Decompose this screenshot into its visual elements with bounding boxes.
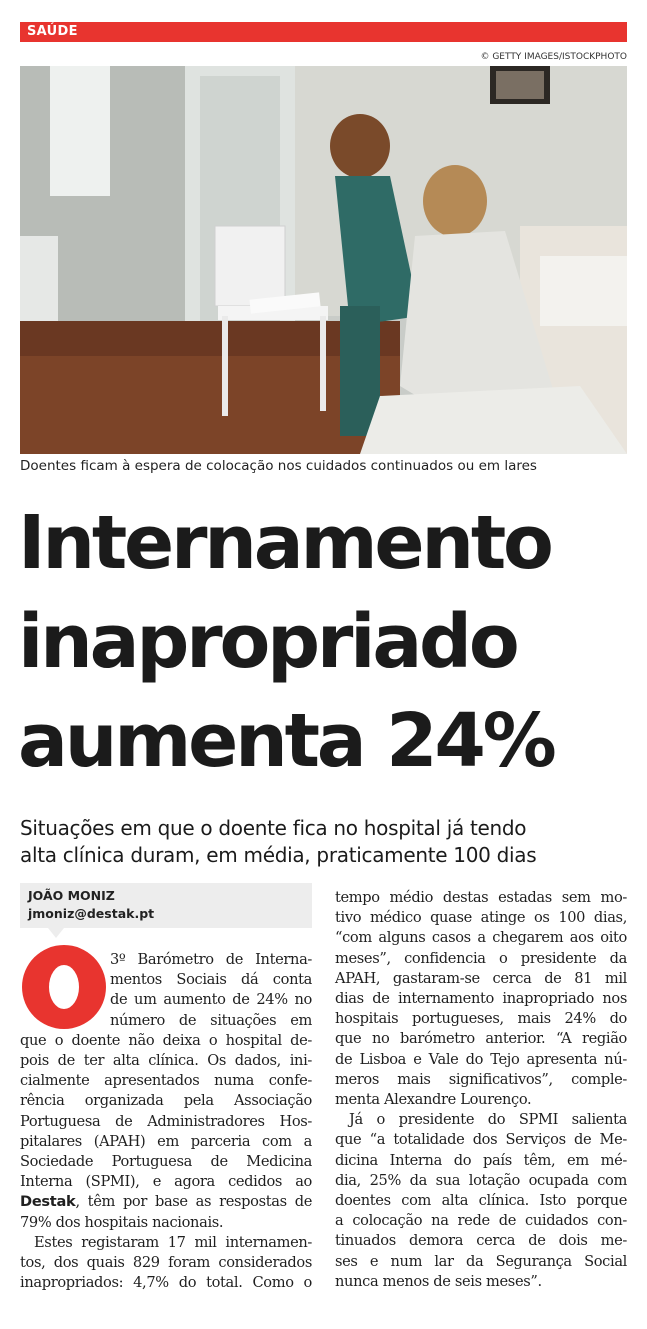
headline-line: aumenta 24% [18, 698, 554, 784]
text-line: pitalares (APAH) em parceria com a [20, 1132, 312, 1150]
text-line: 3º Barómetro de Interna- [110, 951, 312, 968]
text-line [20, 1192, 312, 1212]
text-line: Sociedade Portuguesa de Medicina [20, 1153, 312, 1171]
article-column-1 [20, 950, 312, 1293]
text-line: meses”, confidencia o presidente da [335, 949, 627, 967]
text-line: mentos Sociais dá conta [110, 971, 312, 989]
section-label: SAÚDE [27, 24, 78, 39]
text-line: pois de ter alta clínica. Os dados, ini- [20, 1052, 312, 1070]
text-line: cialmente apresentados numa confe- [20, 1072, 312, 1090]
text-line: menta Alexandre Lourenço. [335, 1091, 532, 1109]
text-line: hospitais portugueses, mais 24% do [335, 1010, 627, 1028]
section-bar [20, 22, 627, 42]
text-line: tinuados demora cerca de dois me- [335, 1232, 627, 1250]
text-line: Interna (SPMI), e agora cedidos ao [20, 1173, 312, 1191]
text-line: a colocação na rede de cuidados con- [335, 1212, 627, 1230]
text-line: APAH, gastaram-se cerca de 81 mil [335, 969, 627, 987]
text-line: Estes registaram 17 mil internamen- [34, 1233, 312, 1251]
text-line: que no barómetro anterior. “A região [335, 1030, 627, 1048]
text-line: que “a totalidade dos Serviços de Me- [335, 1131, 627, 1149]
text-line: inapropriados: 4,7% do total. Como o [20, 1274, 312, 1292]
headline-line: Internamento [18, 500, 551, 586]
text-line: tos, dos quais 829 foram considerados [20, 1254, 312, 1272]
text-line: tempo médio destas estadas sem mo- [335, 889, 627, 906]
byline [20, 883, 312, 928]
text-line: dias de internamento inapropriado nos [335, 990, 627, 1008]
subheadline [20, 815, 630, 869]
subheadline-line: alta clínica duram, em média, praticamente 100 dias [20, 843, 537, 867]
subheadline-line: Situações em que o doente fica no hospital já tendo [20, 816, 527, 840]
text-line: nunca menos de seis meses”. [335, 1272, 542, 1290]
author-name: JOÃO MONIZ [28, 888, 115, 903]
text-line: de Lisboa e Vale do Tejo apresenta nú- [335, 1050, 627, 1068]
photo-credit: © GETTY IMAGES/ISTOCKPHOTO [480, 52, 627, 62]
headline-line: inapropriado [18, 599, 517, 685]
article-column-2 [335, 888, 627, 1292]
text-line: de um aumento de 24% no [110, 991, 312, 1009]
text-line: dia, 25% da sua lotação ocupada com [335, 1171, 627, 1189]
text-line: 79% dos hospitais nacionais. [20, 1213, 224, 1231]
text-fragment: , têm por base as respostas de [75, 1193, 312, 1211]
text-line: dicina Interna do país têm, em mé- [335, 1151, 627, 1169]
text-line: que o doente não deixa o hospital de- [20, 1031, 312, 1049]
brand-destak: Destak [20, 1193, 76, 1211]
byline-pointer [48, 928, 64, 938]
author-email[interactable]: jmoniz@destak.pt [28, 906, 155, 921]
text-line: meros mais significativos”, comple- [335, 1070, 627, 1088]
text-line: ses e num lar da Segurança Social [335, 1252, 627, 1270]
text-line: rência organizada pela Associação [20, 1092, 312, 1110]
article-photo [20, 66, 627, 454]
photo-caption: Doentes ficam à espera de colocação nos cuidados continuados ou em lares [20, 458, 537, 474]
headline [18, 494, 633, 791]
text-line: “com alguns casos a chegarem aos oito [335, 929, 627, 947]
text-line: Portuguesa de Administradores Hos- [20, 1112, 312, 1130]
text-line: Já o presidente do SPMI salienta [349, 1111, 627, 1129]
text-line: número de situações em [110, 1011, 312, 1029]
text-line: doentes com alta clínica. Isto porque [335, 1192, 627, 1210]
text-line: tivo médico quase atinge os 100 dias, [335, 909, 627, 927]
photo-illustration [20, 66, 627, 454]
